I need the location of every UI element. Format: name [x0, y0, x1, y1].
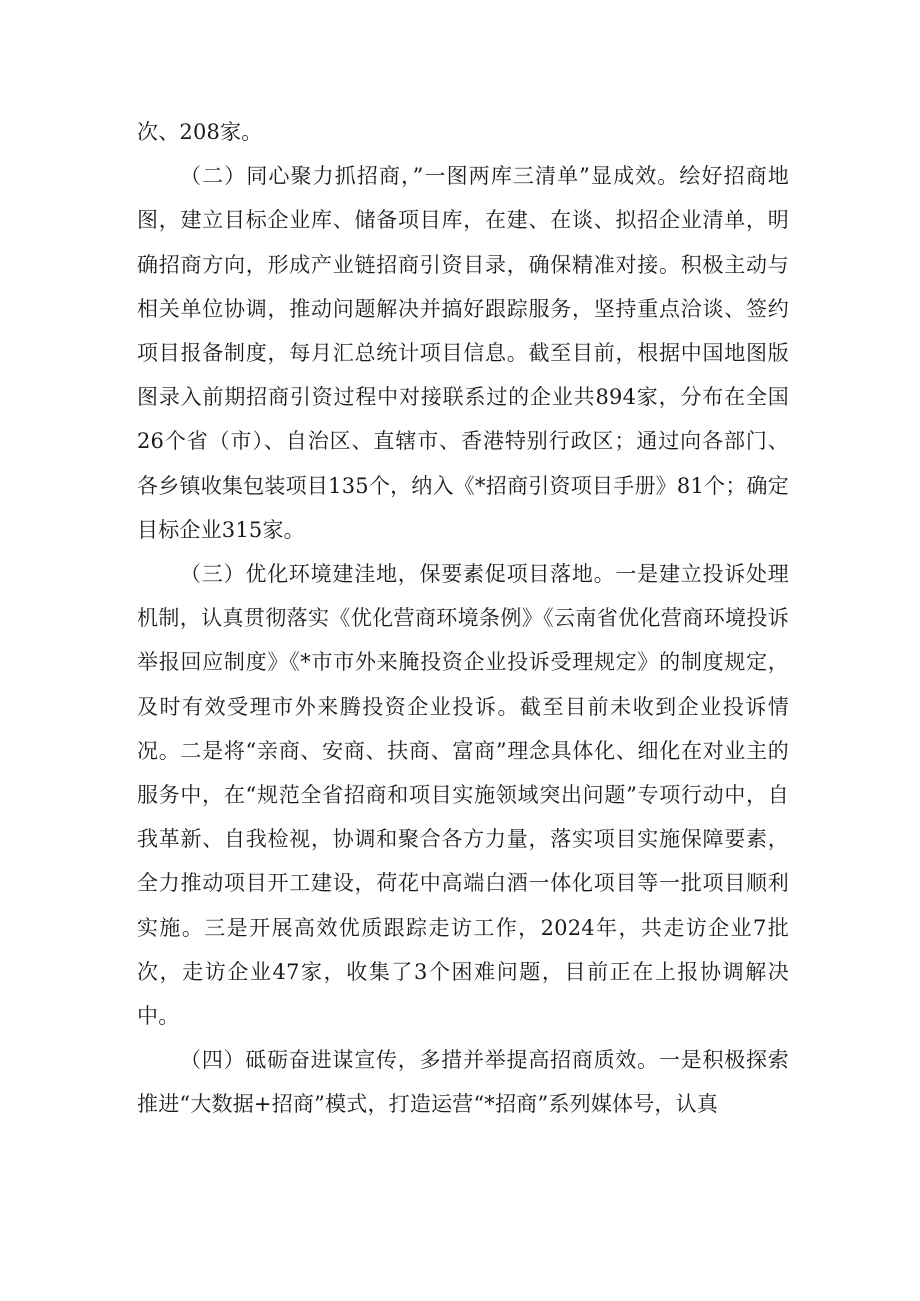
paragraph-section-2: （二）同心聚力抓招商，”一图两库三清单”显成效。绘好招商地图，建立目标企业库、储备项目库，在建、在谈、拟招企业清单，明确招商方向，形成产业链招商引资目录，确保精准对接。积极主动与相关单位协调，推动问题解决并搞好跟踪服务，坚持重点洽谈、签约项目报备制度，每月汇总统计项目信息。截至目前，根据中国地图版图录入前期招商引资过程中对接联系过的企业共894家，分布在全国26个省（市）、自治区、直辖市、香港特别行政区；通过向各部门、各乡镇收集包装项目135个，纳入《*招商引资项目手册》81个；确定目标企业315家。 [137, 164, 789, 542]
paragraph-section-4: （四）砥砺奋进谋宣传，多措并举提高招商质效。一是积极探索推进“大数据+招商”模式，打造运营“*招商”系列媒体号，认真 [137, 1048, 789, 1117]
paragraph-continuation: 次、208家。 [137, 120, 263, 144]
body-text [137, 110, 789, 1127]
paragraph-section-3: （三）优化环境建洼地，保要素促项目落地。一是建立投诉处理机制，认真贯彻落实《优化营商环境条例》《云南省优化营商环境投诉举报回应制度》《*市市外来腌投资企业投诉受理规定》的制度规定，及时有效受理市外来腾投资企业投诉。截至目前未收到企业投诉情况。二是将“亲商、安商、扶商、富商”理念具体化、细化在对业主的服务中，在“规范全省招商和项目实施领域突出问题”专项行动中，自我革新、自我检视，协调和聚合各方力量，落实项目实施保障要素，全力推动项目开工建设，荷花中高端白酒一体化项目等一批项目顺利实施。三是开展高效优质跟踪走访工作，2024年，共走访企业7批次，走访企业47家，收集了3个困难问题，目前正在上报协调解决中。 [137, 562, 789, 1029]
